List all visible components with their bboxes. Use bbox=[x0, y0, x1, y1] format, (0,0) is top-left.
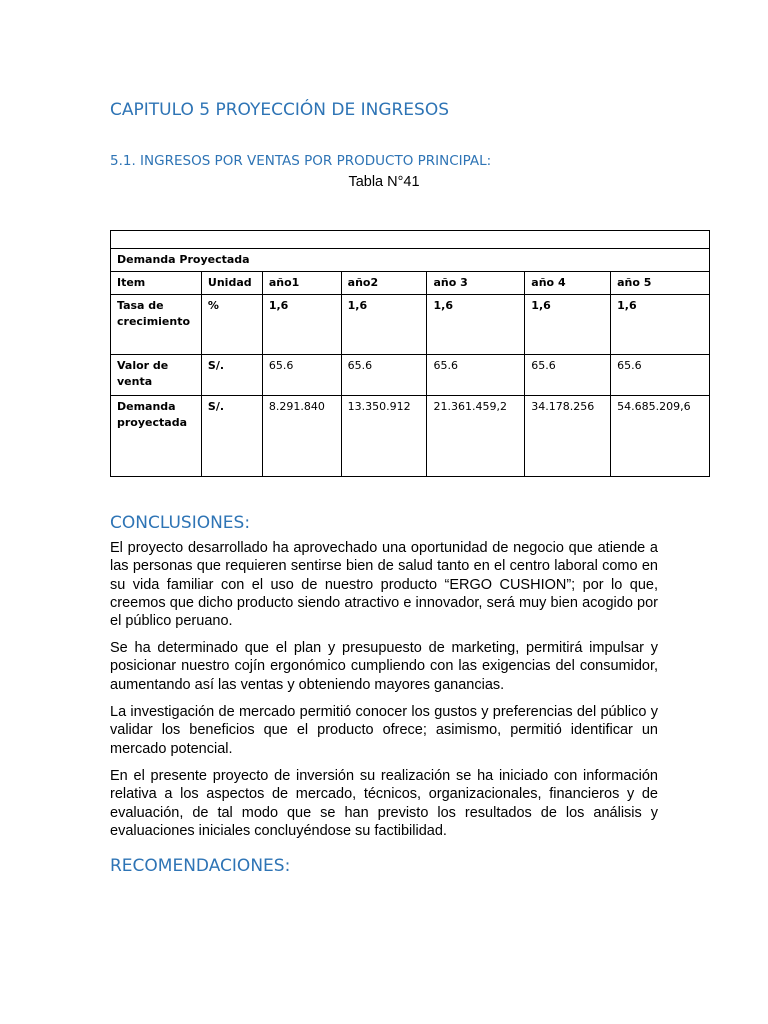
table-title-row bbox=[111, 249, 710, 272]
row-value: 13.350.912 bbox=[341, 396, 427, 477]
row-value: 1,6 bbox=[427, 295, 525, 355]
conclusion-paragraph: El proyecto desarrollado ha aprovechado una oportunidad de negocio que atiende a las personas que requieren sentirse bien de salud tanto en el centro laboral como en su vida familiar con el uso de nuestro producto “ERGO CUSHION”; por lo que, creemos que dicho producto siendo atractivo e innovador, será muy bien acogido por el público peruano. bbox=[110, 540, 658, 630]
table-row bbox=[111, 295, 710, 355]
row-value: 1,6 bbox=[341, 295, 427, 355]
conclusion-paragraph: La investigación de mercado permitió conocer los gustos y preferencias del público y validar los beneficios que el producto ofrece; asimismo, permitió identificar un mercado potencial. bbox=[110, 704, 658, 757]
row-value: 1,6 bbox=[525, 295, 611, 355]
row-value: 65.6 bbox=[525, 355, 611, 396]
row-value: 54.685.209,6 bbox=[611, 396, 710, 477]
header-year-4: año 4 bbox=[525, 272, 611, 295]
conclusion-paragraph: Se ha determinado que el plan y presupuesto de marketing, permitirá impulsar y posicionar nuestro cojín ergonómico cumpliendo con las exigencias del consumidor, aumentando así las ventas y obteniendo mayores ganancias. bbox=[110, 640, 658, 693]
row-value: 65.6 bbox=[611, 355, 710, 396]
row-value: 8.291.840 bbox=[262, 396, 341, 477]
conclusions-heading: CONCLUSIONES: bbox=[110, 513, 251, 533]
header-year-3: año 3 bbox=[427, 272, 525, 295]
section-title: 5.1. INGRESOS POR VENTAS POR PRODUCTO PRINCIPAL: bbox=[110, 153, 492, 169]
row-value: 21.361.459,2 bbox=[427, 396, 525, 477]
table-caption: Tabla N°41 bbox=[348, 174, 420, 190]
table-row bbox=[111, 355, 710, 396]
header-year-5: año 5 bbox=[611, 272, 710, 295]
row-value: 1,6 bbox=[611, 295, 710, 355]
recommendations-heading: RECOMENDACIONES: bbox=[110, 856, 291, 876]
row-value: 34.178.256 bbox=[525, 396, 611, 477]
row-unit: S/. bbox=[201, 355, 262, 396]
header-item: Item bbox=[111, 272, 202, 295]
row-unit: S/. bbox=[201, 396, 262, 477]
row-item-label: Demanda proyectada bbox=[111, 396, 202, 477]
header-year-2: año2 bbox=[341, 272, 427, 295]
row-item-label: Valor de venta bbox=[111, 355, 202, 396]
table-blank-cell bbox=[111, 231, 710, 249]
conclusion-paragraph: En el presente proyecto de inversión su realización se ha iniciado con información relativa a los aspectos de mercado, técnicos, organizacionales, financieros y de evaluación, de tal modo que se han previsto los resultados de los análisis y evaluaciones iniciales concluyéndose su factibilidad. bbox=[110, 768, 658, 839]
row-item-label: Tasa de crecimiento bbox=[111, 295, 202, 355]
chapter-title: CAPITULO 5 PROYECCIÓN DE INGRESOS bbox=[110, 100, 450, 120]
row-unit: % bbox=[201, 295, 262, 355]
header-unidad: Unidad bbox=[201, 272, 262, 295]
row-value: 1,6 bbox=[262, 295, 341, 355]
table-row bbox=[111, 396, 710, 477]
table-header-row bbox=[111, 272, 710, 295]
row-value: 65.6 bbox=[427, 355, 525, 396]
table-title: Demanda Proyectada bbox=[111, 249, 710, 272]
row-value: 65.6 bbox=[341, 355, 427, 396]
row-value: 65.6 bbox=[262, 355, 341, 396]
demand-table bbox=[110, 230, 710, 477]
table-blank-row bbox=[111, 231, 710, 249]
header-year-1: año1 bbox=[262, 272, 341, 295]
